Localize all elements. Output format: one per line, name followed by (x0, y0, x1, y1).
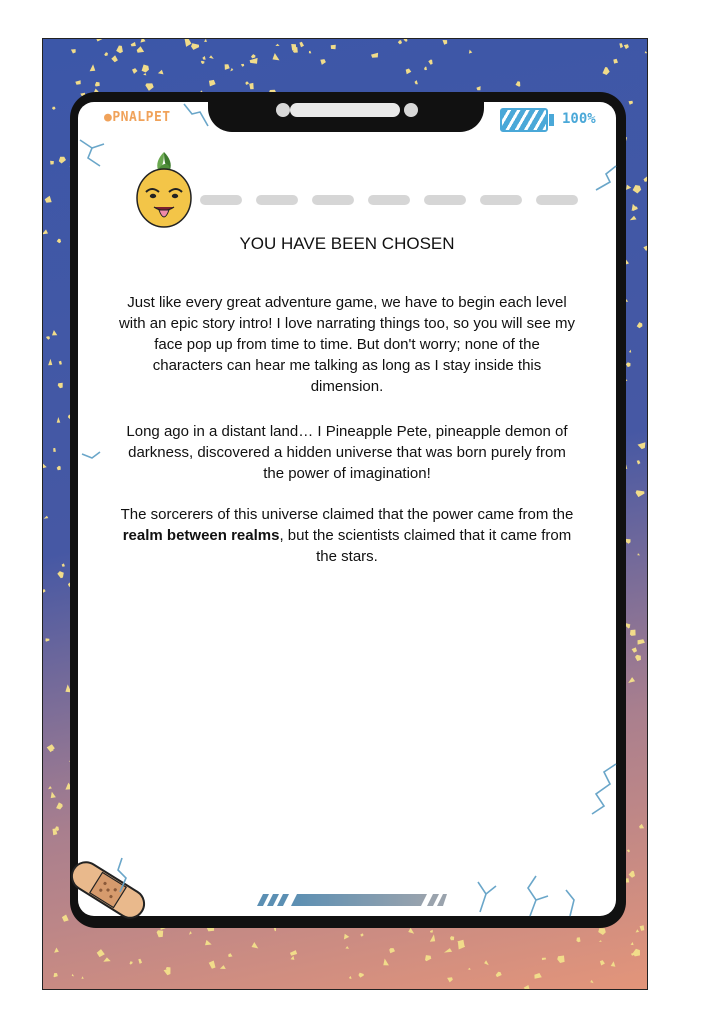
speckle (202, 56, 205, 60)
progress-dash (424, 195, 466, 205)
speckle (164, 968, 171, 975)
speckle (50, 161, 54, 165)
speckle (644, 176, 648, 182)
speckle (630, 216, 637, 221)
speckle (245, 82, 249, 85)
speckle (631, 942, 634, 945)
speckle (626, 185, 631, 190)
speckle (600, 960, 605, 965)
speckle (636, 929, 640, 932)
speckle (53, 448, 56, 452)
speckle (590, 980, 593, 983)
paragraph-3-lead: The sorcerers of this universe claimed that the power came from the (120, 506, 574, 523)
speckle (299, 42, 304, 48)
speckle (415, 80, 418, 84)
story-paragraph-2: Long ago in a distant land… I Pineapple Pete, pineapple demon of darkness, discovered a hidden universe that was born purely from the power of imagination! (126, 423, 568, 482)
speckle (430, 934, 435, 941)
speckle (228, 953, 232, 957)
brand-text: PNALPET (112, 110, 171, 125)
realm-emphasis: realm between realms (122, 527, 280, 544)
speckle (469, 50, 472, 54)
battery-tip (549, 114, 554, 126)
speckle (57, 239, 61, 244)
speckle (189, 931, 192, 935)
speckle (62, 563, 65, 567)
speckle (45, 196, 52, 203)
speckle (638, 639, 645, 644)
speckle (54, 973, 58, 977)
speckle (628, 677, 635, 683)
camera-dot-left (276, 103, 290, 117)
speckle (484, 960, 489, 965)
speckle (645, 51, 647, 53)
speckle (636, 490, 645, 497)
crack-top-left (78, 100, 138, 180)
speckle (443, 40, 448, 45)
speckle (635, 655, 641, 661)
speckle (51, 792, 56, 799)
speckle (633, 185, 642, 194)
speckle (430, 930, 433, 933)
speckle (542, 958, 546, 961)
speckle (637, 553, 640, 555)
drop-icon: ● (104, 110, 113, 125)
speckle (360, 933, 364, 936)
speckle (447, 977, 453, 982)
story-title: YOU HAVE BEEN CHOSEN (239, 234, 455, 253)
speckle (637, 322, 643, 328)
speckle (599, 940, 602, 942)
speckle (72, 974, 74, 977)
speckle (44, 516, 49, 519)
speckle (320, 59, 326, 65)
speckle (424, 67, 427, 70)
progress-dash (200, 195, 242, 205)
speckle (611, 961, 616, 967)
speckle (46, 638, 50, 641)
crack-bottom-right (470, 860, 590, 920)
speckle (468, 968, 471, 970)
speckle (48, 786, 52, 789)
speckle (157, 930, 164, 937)
speckle (345, 946, 349, 949)
speckle (450, 936, 454, 940)
speckle (408, 928, 414, 934)
speckle (274, 928, 276, 931)
story-paragraph-1: Just like every great adventure game, we have to begin each level with an epic story intro! I love narrating things too, so you will see my face pop up from time to time. But don't worry; none of the characters can hear me talking as long as I stay inside this dimension. (118, 294, 576, 395)
speckle (142, 65, 149, 73)
speckle (309, 51, 311, 54)
speckle (252, 942, 259, 949)
speckle (191, 43, 199, 50)
speckle (230, 68, 233, 72)
speckle (524, 985, 530, 989)
speckle (103, 957, 110, 961)
speckle (291, 956, 295, 960)
speckle (640, 925, 645, 931)
progress-dash (256, 195, 298, 205)
speckle (273, 53, 280, 60)
speckle (603, 67, 610, 75)
speckle (46, 336, 50, 340)
speckle (81, 976, 83, 979)
speckle (250, 58, 258, 64)
speckle (220, 965, 226, 969)
crack-left-middle (80, 440, 110, 470)
speckle (444, 948, 452, 953)
speckle (638, 442, 646, 449)
crack-bottom-left (108, 856, 138, 896)
speckle (404, 39, 408, 42)
speckle (249, 83, 254, 89)
speckle (43, 463, 47, 469)
speckle (389, 948, 395, 953)
speckle (57, 571, 64, 578)
progress-dash (536, 195, 578, 205)
speckle (619, 43, 623, 48)
speckle (201, 61, 205, 64)
loading-bar (257, 894, 447, 906)
dialogue-progress (200, 195, 578, 205)
speckle (383, 959, 389, 966)
speckle (97, 949, 105, 957)
progress-dash (480, 195, 522, 205)
speckle (59, 361, 62, 365)
speckle (629, 101, 634, 105)
speckle (58, 383, 63, 388)
pineapple-face-icon (134, 150, 194, 230)
speckle (111, 55, 118, 62)
speckle (557, 956, 564, 964)
speckle (632, 647, 637, 652)
speckle (57, 466, 61, 470)
speckle (624, 44, 629, 49)
speckle (137, 46, 144, 53)
progress-dash (368, 195, 410, 205)
speckle (43, 589, 46, 593)
speckle (57, 417, 61, 423)
speckle (598, 928, 606, 935)
crack-top-center (178, 102, 218, 132)
speckle (576, 937, 580, 942)
speckle (140, 39, 145, 43)
speckle (56, 802, 63, 809)
speckle (629, 350, 631, 353)
speaker-slot (290, 103, 400, 117)
speckle (131, 42, 136, 46)
speckle (398, 40, 402, 44)
speckle (204, 39, 207, 42)
speckle (496, 972, 502, 977)
speckle (428, 60, 432, 65)
story-paragraph-3 (118, 504, 576, 567)
speckle (251, 54, 255, 58)
speckle (633, 949, 640, 957)
speckle (158, 70, 164, 75)
speckle (96, 39, 102, 42)
speckle (643, 246, 647, 251)
speckle (185, 39, 192, 47)
speckle (627, 850, 630, 853)
speckle (637, 460, 641, 464)
speckle (48, 359, 52, 366)
speckle (52, 107, 55, 110)
speckle (406, 69, 412, 75)
speckle (95, 82, 100, 87)
speckle (358, 973, 363, 978)
speckle (626, 362, 631, 367)
crack-right-upper (588, 160, 618, 200)
speckle (331, 45, 336, 50)
speckle (534, 973, 541, 979)
speckle (116, 46, 123, 54)
speckle (145, 83, 153, 91)
paragraph-3-tail: , but the scientists claimed that it came from the stars. (279, 527, 572, 565)
speckle (209, 80, 216, 87)
speckle (630, 630, 636, 636)
speckle (629, 871, 635, 878)
speckle (349, 976, 352, 979)
camera-dot-right (404, 103, 418, 117)
speckle (54, 948, 59, 953)
speckle (138, 959, 142, 964)
speckle (52, 330, 57, 335)
progress-dash (312, 195, 354, 205)
speckle (43, 229, 48, 234)
speckle (344, 934, 349, 940)
speckle (130, 961, 133, 964)
crack-right-lower (586, 760, 618, 820)
speckle (476, 86, 480, 90)
speckle (143, 73, 146, 76)
speckle (205, 940, 212, 945)
speckle (59, 157, 66, 164)
speckle (639, 824, 644, 829)
speckle (516, 81, 521, 87)
speckle (225, 64, 230, 70)
speckle (613, 59, 618, 64)
speckle (209, 55, 214, 59)
speckle (71, 49, 76, 53)
speckle (425, 955, 431, 961)
speckle (75, 80, 80, 84)
speckle (209, 961, 216, 969)
battery-icon (500, 108, 548, 132)
speckle (90, 64, 96, 71)
speckle (371, 53, 378, 58)
speckle (241, 64, 244, 67)
battery-percent: 100% (562, 111, 596, 127)
speckle (290, 950, 297, 956)
speckle (132, 68, 138, 74)
speckle (275, 44, 279, 46)
speckle (104, 52, 108, 56)
